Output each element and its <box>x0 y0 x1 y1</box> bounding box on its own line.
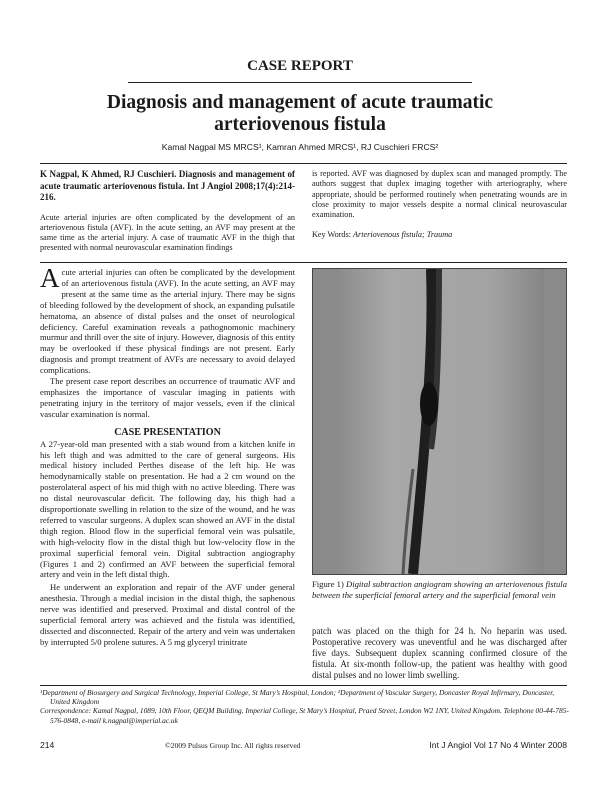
section-heading: CASE PRESENTATION <box>114 426 221 438</box>
case-paragraph: He underwent an exploration and repair of the AVF under general anesthesia. Through a medial incision in the distal thigh, the saphenous nerve was identified and preserved. Proximal and distal control of the superficial femoral artery was achieved and the fistula was identified, dissected and disconnected. Repair of the artery and vein was undertaken by interrupted 5/0 prolene sutures. A 5 mg glyceryl trinitrate <box>40 582 295 647</box>
abstract-right <box>312 169 567 241</box>
intro-paragraph <box>40 263 295 376</box>
figure-label: Figure 1) <box>312 579 344 589</box>
correspondence: Correspondence: Kamal Nagpal, 1089, 10th Floor, QEQM Building, Imperial College, St Mary’s Hospital, Praed Street, London W2 1NY, United Kingdom. Telephone 00-44-785-576-0848, e-mail k.nagpal@imperial.ac.uk <box>40 706 569 725</box>
intro-text: cute arterial injuries can often be complicated by the development of an arteriovenous fistula (AVF). In the acute setting, an AVF may present at the same time as the arterial injury. There may be signs of bleeding followed by the development of shock, an expanding pulsatile hematoma, an absence of distal pulses and the onset of neurological deficiency. Careful examination reveals a pathognomonic machinery murmur and thrill over the site of injury. However, diagnosis of this entity may be overlooked if these physical findings are not present. Early diagnosis and prompt treatment of AVFs are necessary to avoid delayed complications. <box>40 267 295 376</box>
case-paragraph: A 27-year-old man presented with a stab wound from a kitchen knife in his left thigh and was admitted to the care of general surgeons. His medical history included Perthes disease of the left hip. He was hemodynamically stable on presentation. He had a 2 cm wound on the posterolateral aspect of his mid thigh with no active bleeding. There was no distal neurovascular deficit. The following day, his thigh had a disproportionate swelling in relation to the size of the wound, and he was referred to vascular surgeons. A duplex scan showed an AVF in the distal thigh region. Blood flow in the superficial femoral vein was pulsatile, with high-velocity flow in the distal thigh but low-velocity flow in the proximal superficial femoral vein. Digital subtraction angiography (Figures 1 and 2) confirmed an AVF between the superficial femoral artery and vein in the left distal thigh. <box>40 438 295 580</box>
affiliations: ¹Department of Biosurgery and Surgical Technology, Imperial College, St Mary’s Hospital, London; ²Department of Vascular Surgery, Doncaster Royal Infirmary, Doncaster, United Kingdom <box>40 688 555 707</box>
angiogram-image <box>313 269 566 574</box>
keywords-value: Arteriovenous fistula; Trauma <box>353 230 453 240</box>
divider <box>40 262 567 263</box>
page-number: 214 <box>40 740 55 750</box>
drop-cap: A <box>40 263 60 293</box>
intro-paragraph: The present case report describes an occurrence of traumatic AVF and emphasizes the importance of vascular imaging in patients with penetrating injury in the territory of major vessels, even if the clinical vascular examination is normal. <box>40 376 295 419</box>
body-left-column <box>40 263 295 648</box>
keywords <box>312 230 567 240</box>
title-line: arteriovenous fistula <box>214 114 386 135</box>
journal-info: Int J Angiol Vol 17 No 4 Winter 2008 <box>429 740 567 750</box>
keywords-label: Key Words: <box>312 230 351 240</box>
article-title <box>60 92 540 136</box>
case-paragraph: patch was placed on the thigh for 24 h. No heparin was used. Postoperative recovery was uneventful and he was discharged after five days. Subsequent duplex scanning confirmed closure of the fistula. At six-month follow-up, the patient was healthy with good distal pulses and no lower limb swelling. <box>312 626 567 680</box>
body-right-column <box>312 626 567 681</box>
figure-angiogram <box>312 268 567 575</box>
authors: Kamal Nagpal MS MRCS¹, Kamran Ahmed MRCS¹, RJ Cuschieri FRCS² <box>161 142 439 152</box>
title-line: Diagnosis and management of acute traumatic <box>106 92 494 113</box>
article-type: CASE REPORT <box>247 58 353 74</box>
abstract-text: is reported. AVF was diagnosed by duplex scan and managed promptly. The authors suggest that duplex imaging together with arteriography, where appropriate, should be performed routinely when penetrating wounds are in close proximity to major vessels despite a normal clinical neurovascular examination. <box>312 169 567 220</box>
copyright: ©2009 Pulsus Group Inc. All rights reserved <box>165 741 301 750</box>
divider <box>40 163 567 164</box>
abstract-text: Acute arterial injuries are often complicated by the development of an arteriovenous fistula (AVF). In the acute setting, an AVF may present at the same time as the arterial injury. A case of traumatic AVF in the thigh that presented with normal neurovascular examination findings <box>40 212 295 253</box>
citation: K Nagpal, K Ahmed, RJ Cuschieri. Diagnosis and management of acute traumatic arteriovenous fistula. Int J Angiol 2008;17(4):214-216. <box>40 169 295 202</box>
divider <box>40 685 567 686</box>
caption-text: Digital subtraction angiogram showing an arteriovenous fistula between the superficial femoral artery and the superficial femoral vein <box>312 579 567 600</box>
divider <box>128 82 472 83</box>
abstract-left <box>40 169 295 254</box>
footnotes <box>40 688 570 725</box>
figure-caption <box>312 579 567 601</box>
